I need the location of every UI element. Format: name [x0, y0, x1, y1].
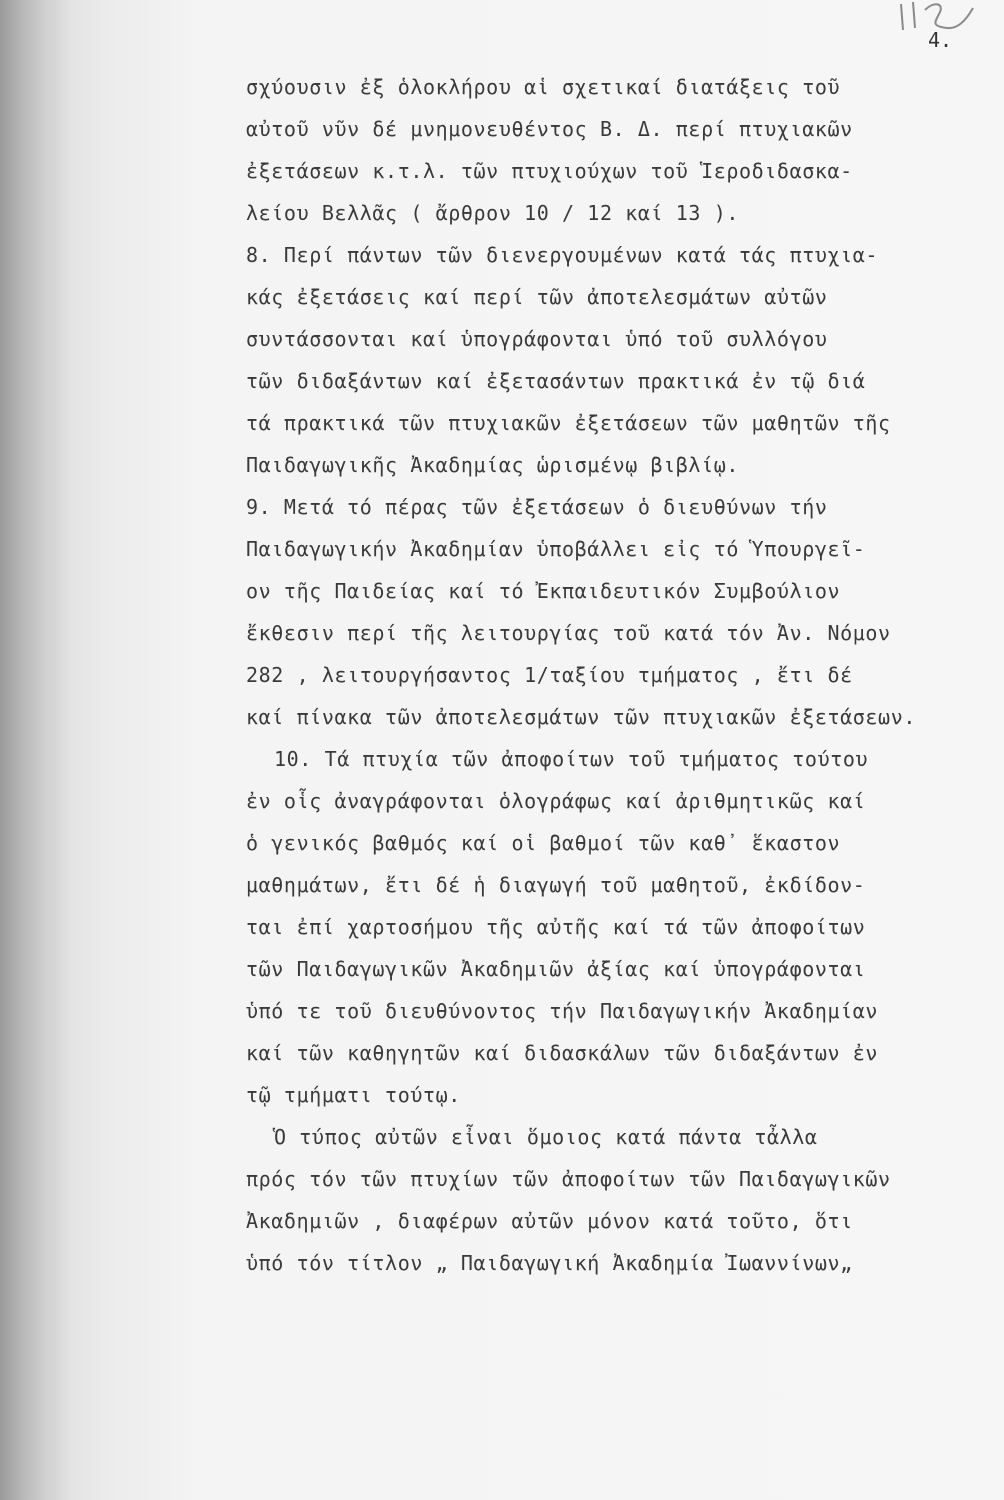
- text-line: πρός τόν τῶν πτυχίων τῶν ἀποφοίτων τῶν Παιδαγωγικῶν: [246, 1167, 891, 1191]
- text-line: Παιδαγωγικῆς Ἀκαδημίας ὡρισμένῳ βιβλίῳ.: [246, 453, 739, 477]
- text-line: τά πρακτικά τῶν πτυχιακῶν ἐξετάσεων τῶν μαθητῶν τῆς: [246, 411, 891, 435]
- text-line: 8. Περί πάντων τῶν διενεργουμένων κατά τάς πτυχια-: [246, 243, 879, 267]
- text-line: τῷ τμήματι τούτῳ.: [246, 1083, 461, 1107]
- text-line: ται ἐπί χαρτοσήμου τῆς αὐτῆς καί τά τῶν ἀποφοίτων: [246, 915, 866, 939]
- text-line: Παιδαγωγικήν Ἀκαδημίαν ὑποβάλλει εἰς τό Ὑπουργεῖ-: [246, 537, 866, 561]
- text-line: κάς ἐξετάσεις καί περί τῶν ἀποτελεσμάτων αὐτῶν: [246, 285, 828, 309]
- text-line: ὑπό τε τοῦ διευθύνοντος τήν Παιδαγωγικήν Ἀκαδημίαν: [246, 999, 879, 1023]
- page-number: 4.: [928, 28, 953, 52]
- text-line: Ἀκαδημιῶν , διαφέρων αὐτῶν μόνον κατά τοῦτο, ὅτι: [246, 1209, 853, 1233]
- text-line: καί τῶν καθηγητῶν καί διδασκάλων τῶν διδαξάντων ἐν: [246, 1041, 879, 1065]
- text-line: 10. Τά πτυχία τῶν ἀποφοίτων τοῦ τμήματος τούτου: [274, 747, 869, 771]
- text-line: τῶν διδαξάντων καί ἐξετασάντων πρακτικά ἐν τῷ διά: [246, 369, 866, 393]
- binding-shadow: [0, 0, 70, 1500]
- text-line: Ὁ τύπος αὐτῶν εἶναι ὅμοιος κατά πάντα τἆλλα: [274, 1125, 818, 1149]
- text-line: ἐξετάσεων κ.τ.λ. τῶν πτυχιούχων τοῦ Ἱεροδιδασκα-: [246, 159, 853, 183]
- text-line: 9. Μετά τό πέρας τῶν ἐξετάσεων ὁ διευθύνων τήν: [246, 495, 828, 519]
- text-line: σχύουσιν ἐξ ὁλοκλήρου αἱ σχετικαί διατάξεις τοῦ: [246, 75, 841, 99]
- text-line: καί πίνακα τῶν ἀποτελεσμάτων τῶν πτυχιακῶν ἐξετάσεων.: [246, 705, 916, 729]
- text-line: αὐτοῦ νῦν δέ μνημονευθέντος Β. Δ. περί πτυχιακῶν: [246, 117, 853, 141]
- text-line: ὁ γενικός βαθμός καί οἱ βαθμοί τῶν καθ᾽ ἕκαστον: [246, 831, 841, 855]
- text-line: συντάσσονται καί ὑπογράφονται ὑπό τοῦ συλλόγου: [246, 327, 828, 351]
- body-text: [246, 66, 990, 1284]
- text-line: μαθημάτων, ἔτι δέ ἡ διαγωγή τοῦ μαθητοῦ, ἐκδίδον-: [246, 873, 866, 897]
- text-line: ον τῆς Παιδείας καί τό Ἐκπαιδευτικόν Συμβούλιον: [246, 579, 841, 603]
- text-line: λείου Βελλᾶς ( ἄρθρον 10 / 12 καί 13 ).: [246, 201, 739, 225]
- text-line: ὑπό τόν τίτλον „ Παιδαγωγική Ἀκαδημία Ἰωαννίνων„: [246, 1251, 853, 1275]
- text-line: τῶν Παιδαγωγικῶν Ἀκαδημιῶν ἀξίας καί ὑπογράφονται: [246, 957, 866, 981]
- text-line: ἔκθεσιν περί τῆς λειτουργίας τοῦ κατά τόν Ἀν. Νόμον: [246, 621, 891, 645]
- text-line: ἐν οἷς ἀναγράφονται ὁλογράφως καί ἀριθμητικῶς καί: [246, 789, 866, 813]
- text-line: 282 , λειτουργήσαντος 1/ταξίου τμήματος , ἔτι δέ: [246, 663, 853, 687]
